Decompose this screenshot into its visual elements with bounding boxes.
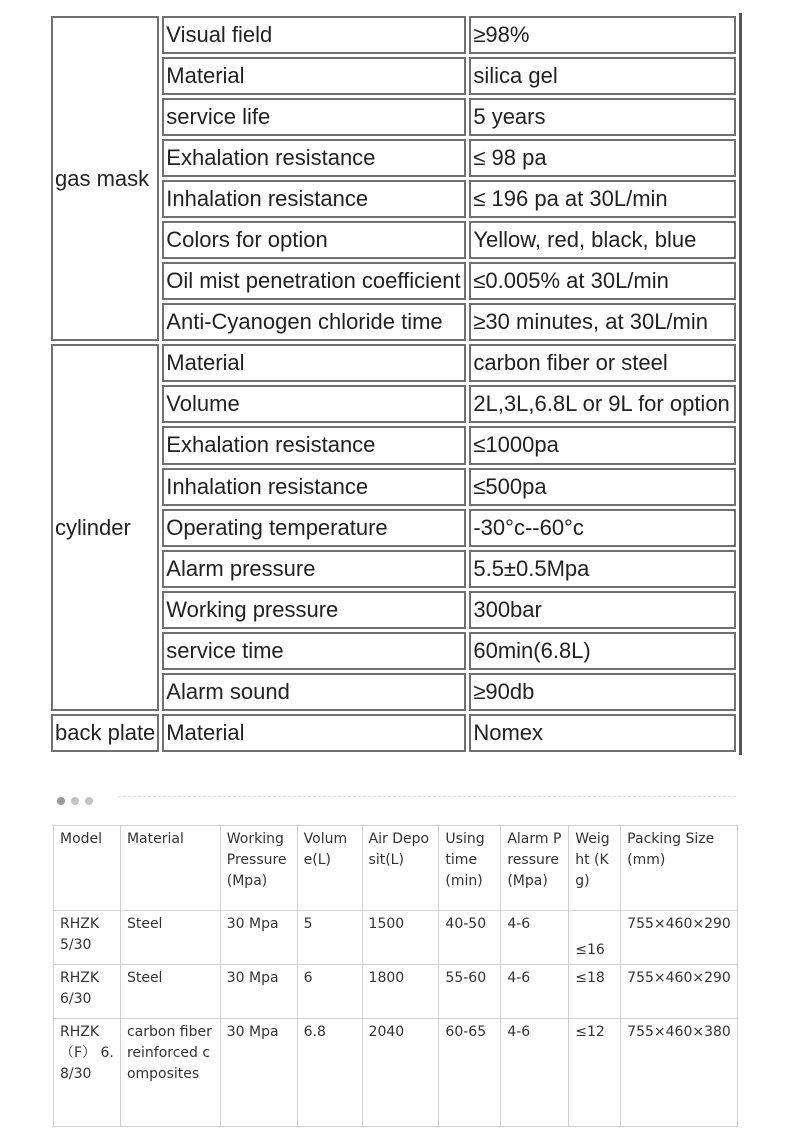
model-table	[53, 825, 738, 1127]
table-cell: RHZK 6/30	[54, 965, 121, 1019]
table-cell: 1800	[362, 965, 439, 1019]
value-cell: -30°c--60°c	[469, 509, 736, 547]
table-cell: Steel	[120, 911, 220, 965]
table-cell: 60-65	[439, 1019, 501, 1127]
param-cell: Alarm pressure	[162, 550, 466, 588]
table-row	[54, 965, 738, 1019]
table-cell: 40-50	[439, 911, 501, 965]
dot-indicator	[57, 797, 65, 805]
table-cell: 6	[297, 965, 362, 1019]
param-cell: Material	[162, 57, 466, 95]
value-cell: carbon fiber or steel	[469, 344, 736, 382]
group-label-gas-mask: gas mask	[51, 16, 159, 341]
column-header: Material	[120, 826, 220, 911]
table-cell: 755×460×290	[621, 965, 738, 1019]
table-cell: 755×460×290	[621, 911, 738, 965]
table-cell: 5	[297, 911, 362, 965]
value-cell: ≤1000pa	[469, 426, 736, 464]
value-cell: 5 years	[469, 98, 736, 136]
value-cell: silica gel	[469, 57, 736, 95]
param-cell: Volume	[162, 385, 466, 423]
param-cell: Inhalation resistance	[162, 180, 466, 218]
param-cell: Working pressure	[162, 591, 466, 629]
value-cell: ≤ 196 pa at 30L/min	[469, 180, 736, 218]
table-cell: ≤16	[569, 911, 621, 965]
param-cell: Oil mist penetration coefficient	[162, 262, 466, 300]
table-cell: 6.8	[297, 1019, 362, 1127]
param-cell: Exhalation resistance	[162, 139, 466, 177]
value-cell: ≥30 minutes, at 30L/min	[469, 303, 736, 341]
table-cell: ≤18	[569, 965, 621, 1019]
value-cell: 60min(6.8L)	[469, 632, 736, 670]
table-cell: Steel	[120, 965, 220, 1019]
value-cell: Yellow, red, black, blue	[469, 221, 736, 259]
param-cell: Material	[162, 714, 466, 752]
table-cell: 30 Mpa	[220, 911, 297, 965]
value-cell: ≤ 98 pa	[469, 139, 736, 177]
column-header: Working Pressure (Mpa)	[220, 826, 297, 911]
header-row	[54, 826, 738, 911]
carousel-dots	[57, 792, 99, 802]
value-cell: ≤500pa	[469, 468, 736, 506]
table-cell: 4-6	[501, 911, 569, 965]
dot-indicator	[85, 797, 93, 805]
table-cell: 55-60	[439, 965, 501, 1019]
table-cell: RHZK 5/30	[54, 911, 121, 965]
spec-row	[51, 344, 736, 382]
group-label-cylinder: cylinder	[51, 344, 159, 710]
table-cell: 4-6	[501, 965, 569, 1019]
value-cell: ≤0.005% at 30L/min	[469, 262, 736, 300]
dot-indicator	[71, 797, 79, 805]
param-cell: Material	[162, 344, 466, 382]
table-cell: 4-6	[501, 1019, 569, 1127]
param-cell: service life	[162, 98, 466, 136]
table-cell: 30 Mpa	[220, 1019, 297, 1127]
table-cell: 30 Mpa	[220, 965, 297, 1019]
param-cell: Alarm sound	[162, 673, 466, 711]
column-header: Alarm Pressure (Mpa)	[501, 826, 569, 911]
group-label-back-plate: back plate	[51, 714, 159, 752]
param-cell: Colors for option	[162, 221, 466, 259]
param-cell: Operating temperature	[162, 509, 466, 547]
param-cell: service time	[162, 632, 466, 670]
column-header: Model	[54, 826, 121, 911]
column-header: Packing Size(mm)	[621, 826, 738, 911]
value-cell: ≥98%	[469, 16, 736, 54]
param-cell: Exhalation resistance	[162, 426, 466, 464]
table-row	[54, 911, 738, 965]
table-cell: 2040	[362, 1019, 439, 1127]
column-header: Using time(min)	[439, 826, 501, 911]
value-cell: ≥90db	[469, 673, 736, 711]
column-header: Air Deposit(L)	[362, 826, 439, 911]
spec-table	[48, 13, 742, 755]
spec-row	[51, 714, 736, 752]
param-cell: Anti-Cyanogen chloride time	[162, 303, 466, 341]
table-cell: 755×460×380	[621, 1019, 738, 1127]
column-header: Volume(L)	[297, 826, 362, 911]
table-row	[54, 1019, 738, 1127]
param-cell: Inhalation resistance	[162, 468, 466, 506]
table-cell: ≤12	[569, 1019, 621, 1127]
value-cell: Nomex	[469, 714, 736, 752]
divider	[118, 796, 736, 797]
table-cell: carbon fiber reinforced composites	[120, 1019, 220, 1127]
table-cell: RHZK （F） 6.8/30	[54, 1019, 121, 1127]
value-cell: 2L,3L,6.8L or 9L for option	[469, 385, 736, 423]
param-cell: Visual field	[162, 16, 466, 54]
value-cell: 300bar	[469, 591, 736, 629]
spec-row	[51, 16, 736, 54]
table-cell: 1500	[362, 911, 439, 965]
value-cell: 5.5±0.5Mpa	[469, 550, 736, 588]
column-header: Weight (Kg)	[569, 826, 621, 911]
